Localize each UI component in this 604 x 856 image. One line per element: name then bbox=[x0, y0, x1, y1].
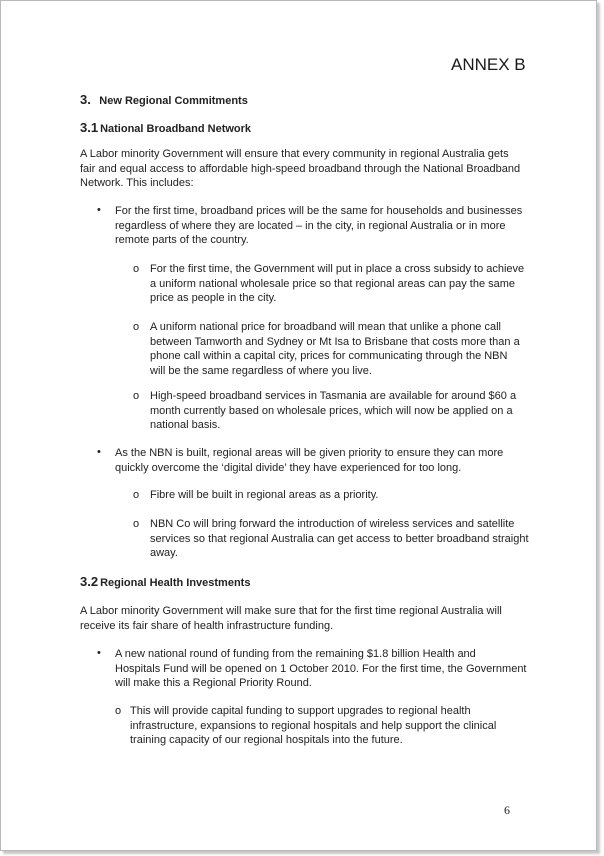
page-number: 6 bbox=[504, 803, 510, 817]
sub-bullet-item bbox=[150, 488, 550, 503]
bullet-disc: • bbox=[97, 647, 101, 659]
bullet-disc: • bbox=[97, 204, 101, 216]
bullet-circle: o bbox=[133, 489, 140, 501]
bullet-circle: o bbox=[133, 321, 140, 333]
bullet-circle: o bbox=[133, 390, 140, 402]
sub-bullet-item bbox=[150, 389, 550, 433]
bullet-circle: o bbox=[133, 518, 140, 530]
text-line: receive its fair share of health infrastructure funding. bbox=[80, 619, 334, 632]
text-line: Network. This includes: bbox=[80, 177, 194, 189]
paragraph bbox=[80, 147, 550, 191]
subsection-heading bbox=[80, 119, 251, 137]
text-line: As the NBN is built, regional areas will be given priority to ensure they can more bbox=[115, 447, 504, 459]
text-line: A new national round of funding from the remaining $1.8 billion Health and bbox=[115, 648, 476, 660]
text-line: High-speed broadband services in Tasmania are available for around $60 a bbox=[150, 390, 517, 402]
text-line: between Tamworth and Sydney or Mt Isa to Brisbane that costs more than a bbox=[150, 335, 520, 348]
section-title: New Regional Commitments bbox=[99, 95, 248, 107]
text-line: Fibre will be built in regional areas as a priority. bbox=[150, 489, 379, 501]
text-line: A uniform national price for broadband will mean that unlike a phone call bbox=[150, 321, 501, 333]
section-number: 3. bbox=[80, 92, 91, 107]
text-line: a uniform national wholesale price so that regional areas can pay the same bbox=[150, 277, 516, 290]
text-line: remote parts of the country. bbox=[115, 234, 249, 246]
bullet-item bbox=[115, 647, 555, 691]
sub-bullet-item bbox=[130, 704, 550, 748]
subsection-number: 3.1 bbox=[80, 120, 99, 135]
bullet-item bbox=[115, 446, 555, 475]
text-line: will be the same regardless of where you live. bbox=[150, 364, 372, 377]
text-line: For the first time, the Government will put in place a cross subsidy to achieve bbox=[150, 263, 525, 275]
subsection-title: Regional Health Investments bbox=[100, 577, 251, 589]
bullet-circle: o bbox=[133, 263, 140, 275]
text-line: price as people in the city. bbox=[150, 292, 277, 304]
text-line: fair and equal access to affordable high-speed broadband through the National Broadband bbox=[80, 162, 521, 175]
text-line: will make this a Regional Priority Round. bbox=[115, 677, 312, 689]
text-line: services so that regional Australia can get access to better broadband straight bbox=[150, 532, 529, 545]
subsection-number: 3.2 bbox=[80, 574, 99, 589]
text-line: training capacity of our regional hospitals into the future. bbox=[130, 734, 403, 746]
text-line: Hospitals Fund will be opened on 1 October 2010. For the first time, the Government bbox=[115, 662, 527, 675]
bullet-item bbox=[115, 204, 555, 248]
text-line: away. bbox=[150, 547, 178, 559]
subsection-heading bbox=[80, 573, 250, 591]
annex-label: ANNEX B bbox=[451, 55, 526, 74]
subsection-title: National Broadband Network bbox=[100, 123, 252, 135]
text-line: A Labor minority Government will ensure that every community in regional Australia gets bbox=[80, 148, 509, 160]
paragraph bbox=[80, 604, 550, 633]
text-line: NBN Co will bring forward the introduction of wireless services and satellite bbox=[150, 518, 515, 530]
text-line: infrastructure, expansions to regional hospitals and help support the clinical bbox=[130, 719, 497, 732]
text-line: quickly overcome the ‘digital divide’ they have experienced for too long. bbox=[115, 461, 462, 474]
bullet-circle: o bbox=[115, 705, 122, 717]
sub-bullet-item bbox=[150, 517, 550, 561]
text-line: A Labor minority Government will make sure that for the first time regional Australia will bbox=[80, 605, 502, 617]
text-line: national basis. bbox=[150, 419, 221, 431]
text-line: phone call within a capital city, prices for communicating through the NBN bbox=[150, 350, 508, 362]
section-heading bbox=[80, 91, 248, 109]
text-line: month currently based on wholesale prices, which will now be applied on a bbox=[150, 404, 513, 417]
text-line: regardless of where they are located – in the city, in regional Australia or in more bbox=[115, 219, 506, 232]
text-line: This will provide capital funding to support upgrades to regional health bbox=[130, 705, 471, 717]
text-line: For the first time, broadband prices will be the same for households and businesses bbox=[115, 205, 523, 217]
sub-bullet-item bbox=[150, 320, 550, 378]
sub-bullet-item bbox=[150, 262, 550, 306]
bullet-disc: • bbox=[97, 446, 101, 458]
